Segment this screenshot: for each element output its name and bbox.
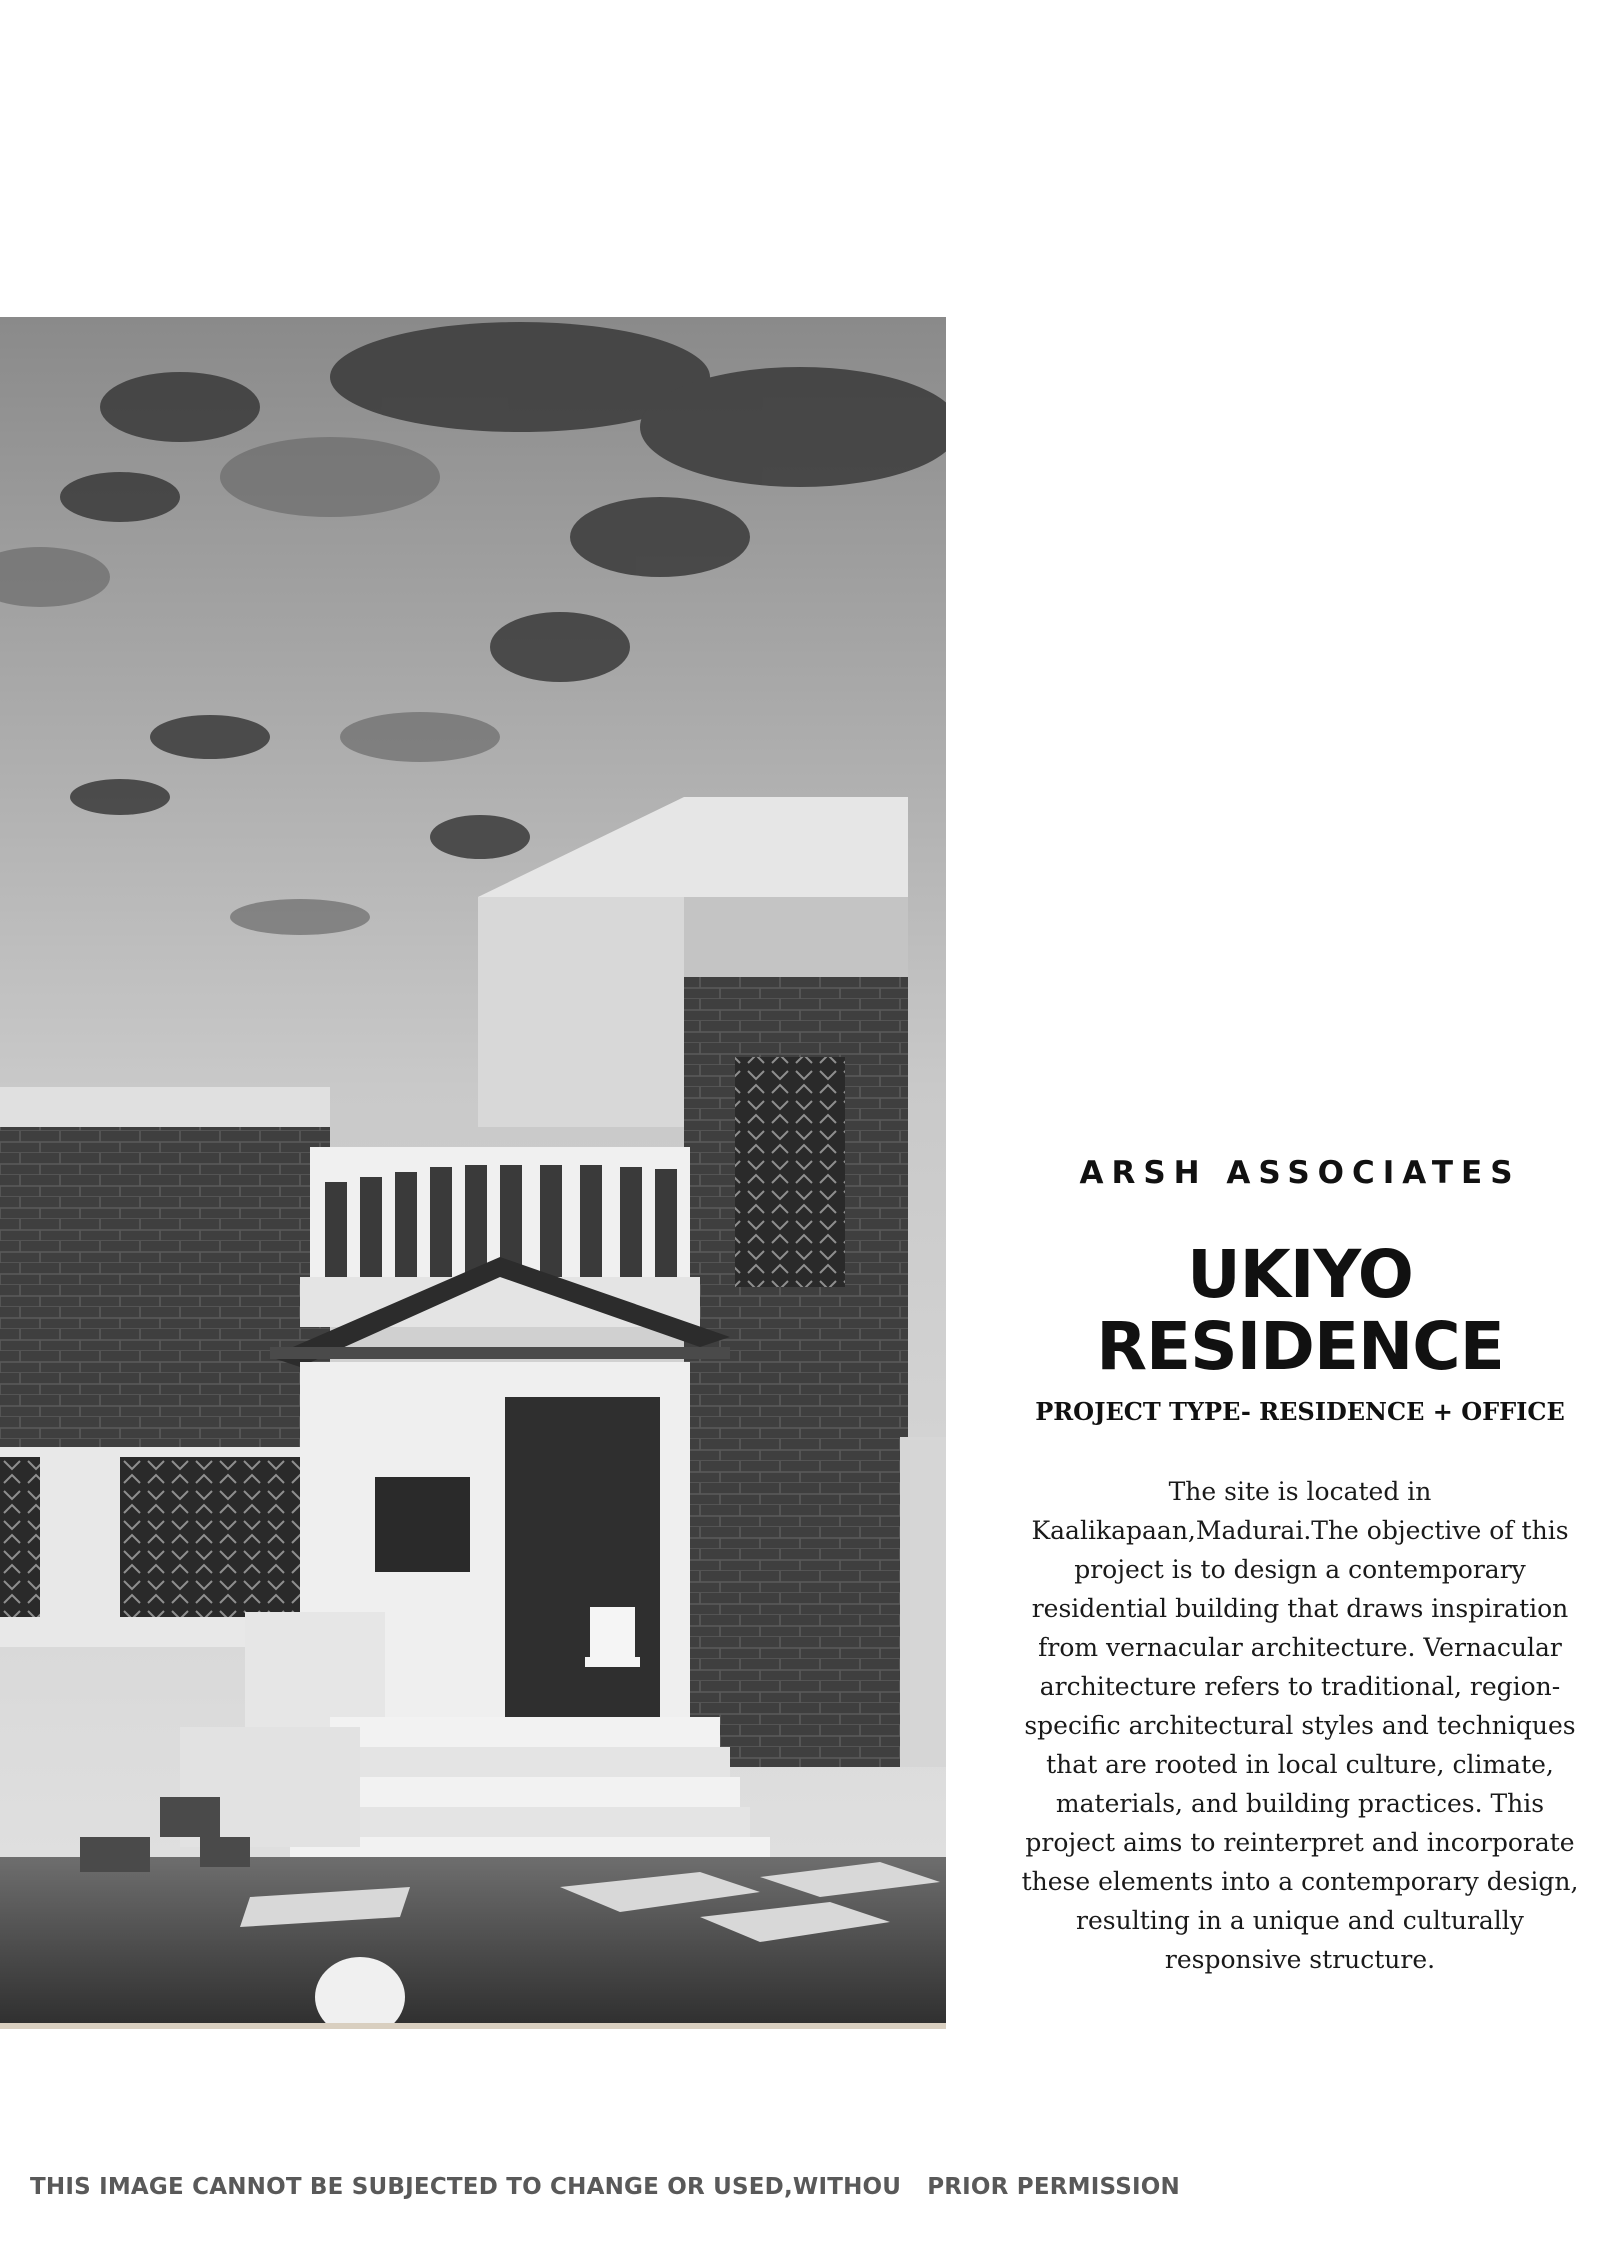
copyright-notice-part1: THIS IMAGE CANNOT BE SUBJECTED TO CHANGE OR USED,WITHOU xyxy=(30,2174,902,2200)
project-title xyxy=(1020,1236,1580,1385)
project-type: PROJECT TYPE- RESIDENCE + OFFICE xyxy=(1035,1397,1565,1426)
project-description: The site is located in Kaalikapaan,Madurai.The objective of this project is to design a contemporary residential building that draws inspiration from vernacular architecture. Vernacular architecture refers to traditional, region-specific architectural styles and techniques that are rooted in local culture, climate, materials, and building practices. This project aims to reinterpret and incorporate these elements into a contemporary design, resulting in a unique and culturally responsive structure. xyxy=(1021,1477,1579,1974)
project-info-panel xyxy=(1020,1155,1580,1979)
firm-name: ARSH ASSOCIATES xyxy=(1079,1155,1521,1191)
building-photo xyxy=(0,317,946,2029)
project-title-line1: UKIYO xyxy=(1187,1236,1413,1313)
copyright-notice xyxy=(30,2174,1180,2200)
project-title-line2: RESIDENCE xyxy=(1096,1308,1504,1385)
copyright-notice-part2: PRIOR PERMISSION xyxy=(927,2174,1180,2200)
